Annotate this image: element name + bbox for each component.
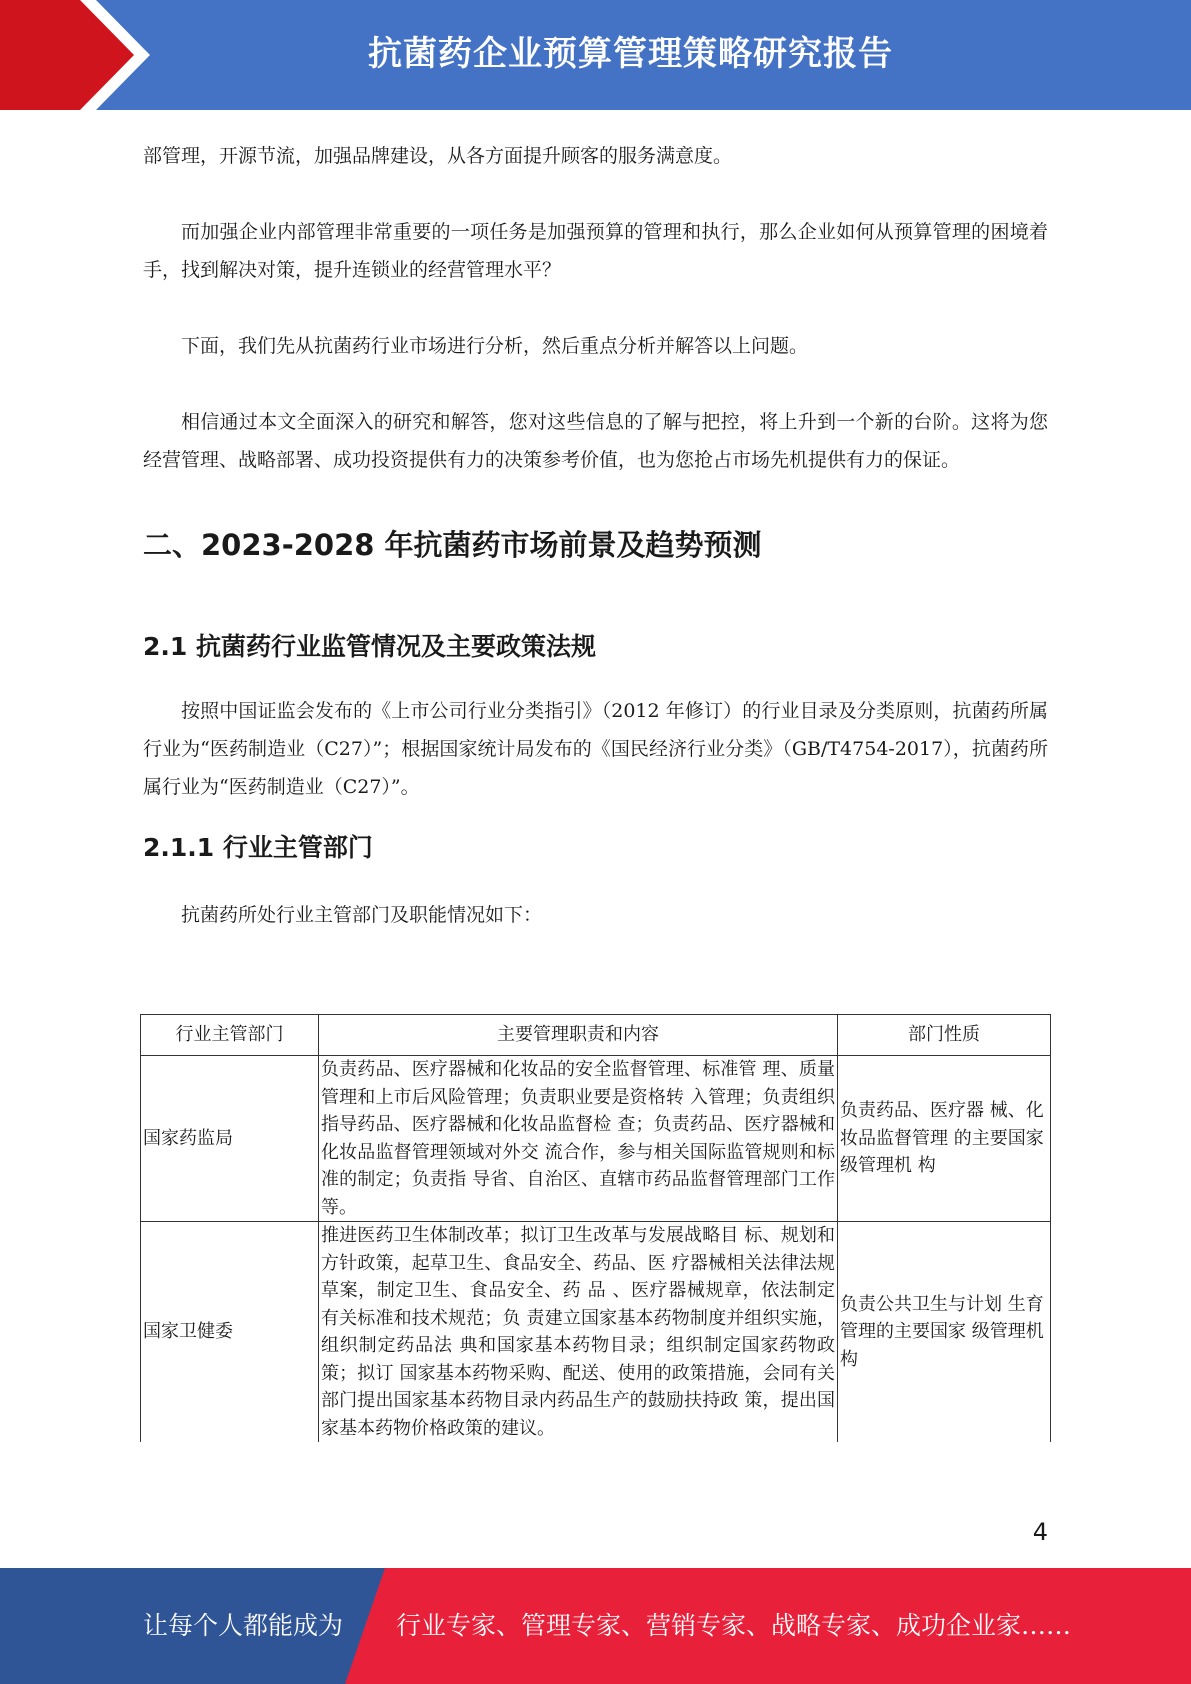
page-footer: [0, 1568, 1191, 1684]
nature-cell: 负责公共卫生与计划 生育管理的主要国家 级管理机构: [838, 1222, 1051, 1443]
page-content: [143, 130, 1048, 934]
paragraph: 按照中国证监会发布的《上市公司行业分类指引》（2012 年修订）的行业目录及分类原则，抗菌药所属行业为“医药制造业（C27）”；根据国家统计局发布的《国民经济行业分类》（GB/T4754-2017），抗菌药所属行业为“医药制造业（C27）”。: [143, 700, 1048, 798]
department-table: [140, 1014, 1051, 1442]
subsection-heading: 2.1 抗菌药行业监管情况及主要政策法规: [143, 632, 596, 661]
footer-slogan-left: 让每个人都能成为: [143, 1611, 344, 1640]
table-row: [141, 1056, 1051, 1222]
table-header-row: [141, 1015, 1051, 1056]
subsection-heading: 2.1.1 行业主管部门: [143, 833, 373, 862]
paragraph: 下面，我们先从抗菌药行业市场进行分析，然后重点分析并解答以上问题。: [181, 335, 809, 357]
dept-name-cell: 国家药监局: [141, 1056, 319, 1222]
duties-cell: 负责药品、医疗器械和化妆品的安全监督管理、标准管 理、质量管理和上市后风险管理；负责职业要是资格转 入管理；负责组织指导药品、医疗器械和化妆品监督检 查；负责药品、医疗器械和化妆品监督管理领域对外交 流合作，参与相关国际监管规则和标准的制定；负责指 导省、自治区、直辖市药品监督管理部门工作等。: [319, 1056, 838, 1222]
paragraph: 抗菌药所处行业主管部门及职能情况如下：: [181, 904, 543, 926]
report-title: 抗菌药企业预算管理策略研究报告: [368, 34, 893, 74]
table-row: [141, 1222, 1051, 1443]
red-arrow-decoration: [0, 0, 160, 110]
section-heading: 二、2023-2028 年抗菌药市场前景及趋势预测: [143, 528, 762, 562]
nature-cell: 负责药品、医疗器 械、化妆品监督管理 的主要国家级管理机 构: [838, 1056, 1051, 1222]
table-header-cell: 部门性质: [838, 1015, 1051, 1056]
paragraph: 而加强企业内部管理非常重要的一项任务是加强预算的管理和执行，那么企业如何从预算管理的困境着手，找到解决对策，提升连锁业的经营管理水平？: [143, 221, 1048, 281]
dept-name-cell: 国家卫健委: [141, 1222, 319, 1443]
page-header: [0, 0, 1191, 110]
page-number: 4: [1032, 1518, 1048, 1546]
footer-slogan-right: 行业专家、管理专家、营销专家、战略专家、成功企业家……: [396, 1611, 1072, 1640]
paragraph: 部管理，开源节流，加强品牌建设，从各方面提升顾客的服务满意度。: [143, 145, 733, 167]
paragraph: 相信通过本文全面深入的研究和解答，您对这些信息的了解与把控，将上升到一个新的台阶。这将为您经营管理、战略部署、成功投资提供有力的决策参考价值，也为您抢占市场先机提供有力的保证。: [143, 411, 1048, 471]
duties-cell: 推进医药卫生体制改革；拟订卫生改革与发展战略目 标、规划和方针政策，起草卫生、食品安全、药品、医 疗器械相关法律法规草案，制定卫生、食品安全、药 品 、医疗器械规章，依法制定有关标准和技术规范；负 责建立国家基本药物制度并组织实施，组织制定药品法 典和国家基本药物目录；组织制定国家药物政策；拟订 国家基本药物采购、配送、使用的政策措施，会同有关 部门提出国家基本药物目录内药品生产的鼓励扶持政 策，提出国家基本药物价格政策的建议。: [319, 1222, 838, 1443]
table-header-cell: 主要管理职责和内容: [319, 1015, 838, 1056]
table-header-cell: 行业主管部门: [141, 1015, 319, 1056]
